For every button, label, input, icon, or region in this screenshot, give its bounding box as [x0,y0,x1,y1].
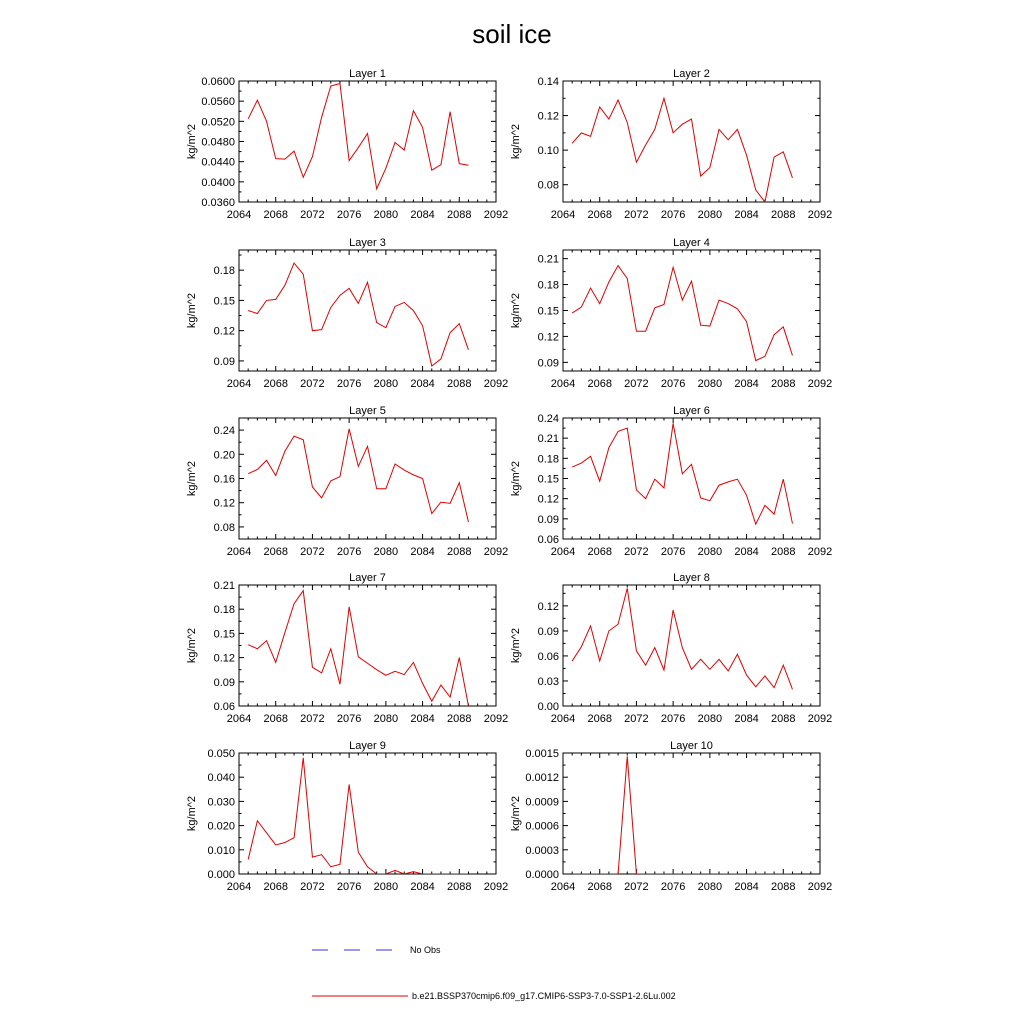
layer-3-ytick-label: 0.15 [213,295,235,308]
layer-4-ylabel: kg/m^2 [510,292,522,329]
legend-entry-no-obs [312,945,441,955]
layer-7-xtick-label: 2076 [336,713,362,725]
legend [312,945,676,1001]
layer-8-ytick-label: 0.03 [537,675,559,688]
layer-2-series-line [572,98,792,202]
layer-8-ytick-label: 0.00 [537,701,559,713]
layer-5-xtick-label: 2072 [300,546,325,558]
layer-8-xtick-label: 2064 [550,713,576,725]
layer-2-xtick-label: 2064 [550,209,576,221]
layer-9-xtick-label: 2092 [483,881,509,893]
layer-10-ytick-label: 0.0003 [525,844,559,857]
layer-5-ytick-label: 0.24 [213,425,235,438]
layer-5-xtick-label: 2076 [336,546,362,558]
layer-3-ytick-label: 0.12 [213,325,235,338]
layer-9-ytick-label: 0.010 [207,844,235,857]
layer-10-ytick-label: 0.0006 [525,820,559,833]
layer-1-xtick-label: 2072 [300,209,325,221]
layer-3-xtick-label: 2068 [263,378,288,390]
layer-6-xtick-label: 2092 [807,546,833,558]
layer-4-plot-frame [563,250,820,371]
layer-7-xtick-label: 2072 [300,713,325,725]
panels-group [186,68,832,893]
layer-7-ytick-label: 0.06 [213,701,235,713]
layer-4-xtick-label: 2092 [807,378,833,390]
layer-5-ytick-label: 0.08 [213,521,235,534]
layer-9-ytick-label: 0.030 [207,796,235,809]
layer-10-xtick-label: 2088 [771,881,796,893]
layer-1-ytick-label: 0.0480 [201,136,235,149]
layer-8-xtick-label: 2084 [734,713,759,725]
layer-3-series-line [248,263,468,366]
layer-3-xtick-label: 2072 [300,378,325,390]
layer-6-ytick-label: 0.06 [537,534,559,546]
layer-2-ytick-label: 0.12 [537,110,559,123]
layer-8-series-line [572,588,792,689]
layer-2-ytick-label: 0.14 [537,76,559,88]
layer-10-ylabel: kg/m^2 [510,795,522,832]
layer-3-xtick-label: 2088 [447,378,472,390]
layer-10-ytick-label: 0.0009 [525,796,559,809]
panel-layer-8 [510,572,832,725]
layer-9-xtick-label: 2088 [447,881,472,893]
layer-10-ytick-label: 0.0015 [525,748,559,760]
layer-3-ylabel: kg/m^2 [186,292,198,329]
layer-6-series-line [572,423,792,524]
layer-4-xtick-label: 2072 [624,378,649,390]
layer-9-ytick-label: 0.050 [207,748,235,760]
layer-4-ytick-label: 0.21 [537,253,559,266]
layer-10-xtick-label: 2092 [807,881,833,893]
layer-9-xtick-label: 2068 [263,881,288,893]
layer-9-title: Layer 9 [349,740,386,752]
layer-7-plot-frame [239,585,496,706]
layer-9-xtick-label: 2084 [410,881,435,893]
layer-8-ytick-label: 0.09 [537,625,559,638]
layer-1-xtick-label: 2092 [483,209,509,221]
layer-10-xtick-label: 2084 [734,881,759,893]
layer-10-ytick-label: 0.0012 [525,772,559,785]
panel-layer-2 [510,68,832,221]
layer-2-xtick-label: 2068 [587,209,612,221]
layer-1-ytick-label: 0.0560 [201,96,235,109]
layer-5-ylabel: kg/m^2 [186,460,198,497]
layer-3-ytick-label: 0.09 [213,355,235,368]
layer-5-xtick-label: 2084 [410,546,435,558]
layer-7-ytick-label: 0.15 [213,628,235,641]
layer-6-ytick-label: 0.21 [537,433,559,446]
layer-2-plot-frame [563,81,820,202]
layer-6-xtick-label: 2084 [734,546,759,558]
layer-5-ytick-label: 0.16 [213,473,235,486]
legend-no-obs-label: No Obs [410,945,441,955]
layer-4-ytick-label: 0.12 [537,331,559,344]
layer-7-series-line [248,591,468,706]
layer-5-xtick-label: 2080 [373,546,399,558]
layer-6-plot-frame [563,418,820,539]
layer-6-xtick-label: 2068 [587,546,612,558]
layer-2-xtick-label: 2080 [697,209,723,221]
layer-6-ytick-label: 0.12 [537,493,559,506]
layer-4-ytick-label: 0.18 [537,279,559,292]
layer-10-xtick-label: 2064 [550,881,576,893]
layer-9-ylabel: kg/m^2 [186,795,198,832]
layer-6-ytick-label: 0.18 [537,453,559,466]
layer-4-xtick-label: 2076 [660,378,686,390]
layer-7-xtick-label: 2088 [447,713,472,725]
layer-9-series-line [248,758,468,874]
layer-1-ytick-label: 0.0440 [201,156,235,169]
panel-layer-5 [186,405,508,558]
layer-6-ytick-label: 0.24 [537,413,559,425]
layer-3-xtick-label: 2076 [336,378,362,390]
layer-4-ytick-label: 0.15 [537,305,559,318]
layer-5-xtick-label: 2064 [226,546,252,558]
layer-1-plot-frame [239,81,496,202]
layer-9-xtick-label: 2080 [373,881,399,893]
layer-1-xtick-label: 2064 [226,209,252,221]
layer-6-xtick-label: 2088 [771,546,796,558]
layer-7-ytick-label: 0.21 [213,580,235,592]
layer-1-ytick-label: 0.0600 [201,76,235,88]
layer-7-ytick-label: 0.18 [213,604,235,617]
layer-3-title: Layer 3 [349,237,386,249]
layer-3-ytick-label: 0.18 [213,265,235,278]
layer-1-ytick-label: 0.0360 [201,197,235,209]
layer-8-xtick-label: 2080 [697,713,723,725]
layer-7-xtick-label: 2080 [373,713,399,725]
layer-8-ytick-label: 0.06 [537,650,559,663]
layer-9-ytick-label: 0.020 [207,820,235,833]
layer-2-title: Layer 2 [673,68,710,80]
layer-1-ytick-label: 0.0520 [201,116,235,129]
layer-4-xtick-label: 2084 [734,378,759,390]
layer-6-title: Layer 6 [673,405,710,417]
layer-1-ylabel: kg/m^2 [186,123,198,160]
layer-9-ytick-label: 0.040 [207,772,235,785]
layer-6-xtick-label: 2080 [697,546,723,558]
panel-layer-6 [510,405,832,558]
layer-9-ytick-label: 0.000 [207,869,235,881]
layer-5-series-line [248,429,468,522]
layer-2-xtick-label: 2076 [660,209,686,221]
layer-2-xtick-label: 2072 [624,209,649,221]
layer-4-series-line [572,266,792,361]
layer-4-xtick-label: 2064 [550,378,576,390]
layer-8-ytick-label: 0.12 [537,600,559,613]
layer-5-plot-frame [239,418,496,539]
layer-5-ytick-label: 0.12 [213,497,235,510]
layer-10-title: Layer 10 [670,740,713,752]
layer-2-xtick-label: 2092 [807,209,833,221]
layer-3-plot-frame [239,250,496,371]
panel-layer-7 [186,572,508,725]
layer-3-xtick-label: 2092 [483,378,509,390]
layer-10-series-line [572,756,792,874]
layer-7-xtick-label: 2084 [410,713,435,725]
layer-9-xtick-label: 2064 [226,881,252,893]
layer-1-series-line [248,84,468,189]
layer-2-ylabel: kg/m^2 [510,123,522,160]
legend-entry-model [312,991,676,1001]
layer-1-xtick-label: 2080 [373,209,399,221]
layer-1-xtick-label: 2084 [410,209,435,221]
layer-8-ylabel: kg/m^2 [510,627,522,664]
layer-7-ytick-label: 0.12 [213,652,235,665]
layer-8-xtick-label: 2088 [771,713,796,725]
layer-3-xtick-label: 2064 [226,378,252,390]
layer-5-ytick-label: 0.20 [213,449,235,462]
layer-2-xtick-label: 2088 [771,209,796,221]
layer-1-title: Layer 1 [349,68,386,80]
legend-model-label: b.e21.BSSP370cmip6.f09_g17.CMIP6-SSP3-7.0-SSP1-2.6Lu.002 [412,991,676,1001]
layer-8-title: Layer 8 [673,572,710,584]
layer-10-xtick-label: 2080 [697,881,723,893]
layer-1-xtick-label: 2076 [336,209,362,221]
layer-7-xtick-label: 2064 [226,713,252,725]
layer-10-ytick-label: 0.0000 [525,869,559,881]
layer-5-xtick-label: 2068 [263,546,288,558]
layer-9-plot-frame [239,753,496,874]
layer-7-ytick-label: 0.09 [213,676,235,689]
layer-4-xtick-label: 2080 [697,378,723,390]
layer-5-xtick-label: 2092 [483,546,509,558]
layer-6-xtick-label: 2072 [624,546,649,558]
layer-10-plot-frame [563,753,820,874]
layer-9-xtick-label: 2072 [300,881,325,893]
layer-7-ylabel: kg/m^2 [186,627,198,664]
panel-layer-3 [186,237,508,390]
layer-6-xtick-label: 2076 [660,546,686,558]
layer-1-xtick-label: 2068 [263,209,288,221]
layer-5-title: Layer 5 [349,405,386,417]
layer-2-ytick-label: 0.10 [537,145,559,158]
panel-layer-10 [510,740,832,893]
layer-6-xtick-label: 2064 [550,546,576,558]
layer-3-xtick-label: 2080 [373,378,399,390]
panel-layer-4 [510,237,832,390]
layer-1-ytick-label: 0.0400 [201,176,235,189]
layer-8-plot-frame [563,585,820,706]
layer-4-xtick-label: 2088 [771,378,796,390]
layer-6-ytick-label: 0.09 [537,513,559,526]
layer-8-xtick-label: 2092 [807,713,833,725]
layer-10-xtick-label: 2076 [660,881,686,893]
layer-2-ytick-label: 0.08 [537,179,559,192]
layer-2-xtick-label: 2084 [734,209,759,221]
layer-8-xtick-label: 2068 [587,713,612,725]
layer-8-xtick-label: 2072 [624,713,649,725]
layer-10-xtick-label: 2072 [624,881,649,893]
layer-7-xtick-label: 2068 [263,713,288,725]
layer-4-xtick-label: 2068 [587,378,612,390]
layer-5-xtick-label: 2088 [447,546,472,558]
chart-title: soil ice [472,19,552,49]
layer-8-xtick-label: 2076 [660,713,686,725]
layer-7-title: Layer 7 [349,572,386,584]
panel-layer-1 [186,68,508,221]
layer-6-ytick-label: 0.15 [537,473,559,486]
panel-layer-9 [186,740,508,893]
layer-3-xtick-label: 2084 [410,378,435,390]
layer-9-xtick-label: 2076 [336,881,362,893]
layer-6-ylabel: kg/m^2 [510,460,522,497]
layer-10-xtick-label: 2068 [587,881,612,893]
layer-4-title: Layer 4 [673,237,710,249]
layer-1-xtick-label: 2088 [447,209,472,221]
layer-7-xtick-label: 2092 [483,713,509,725]
layer-4-ytick-label: 0.09 [537,357,559,370]
